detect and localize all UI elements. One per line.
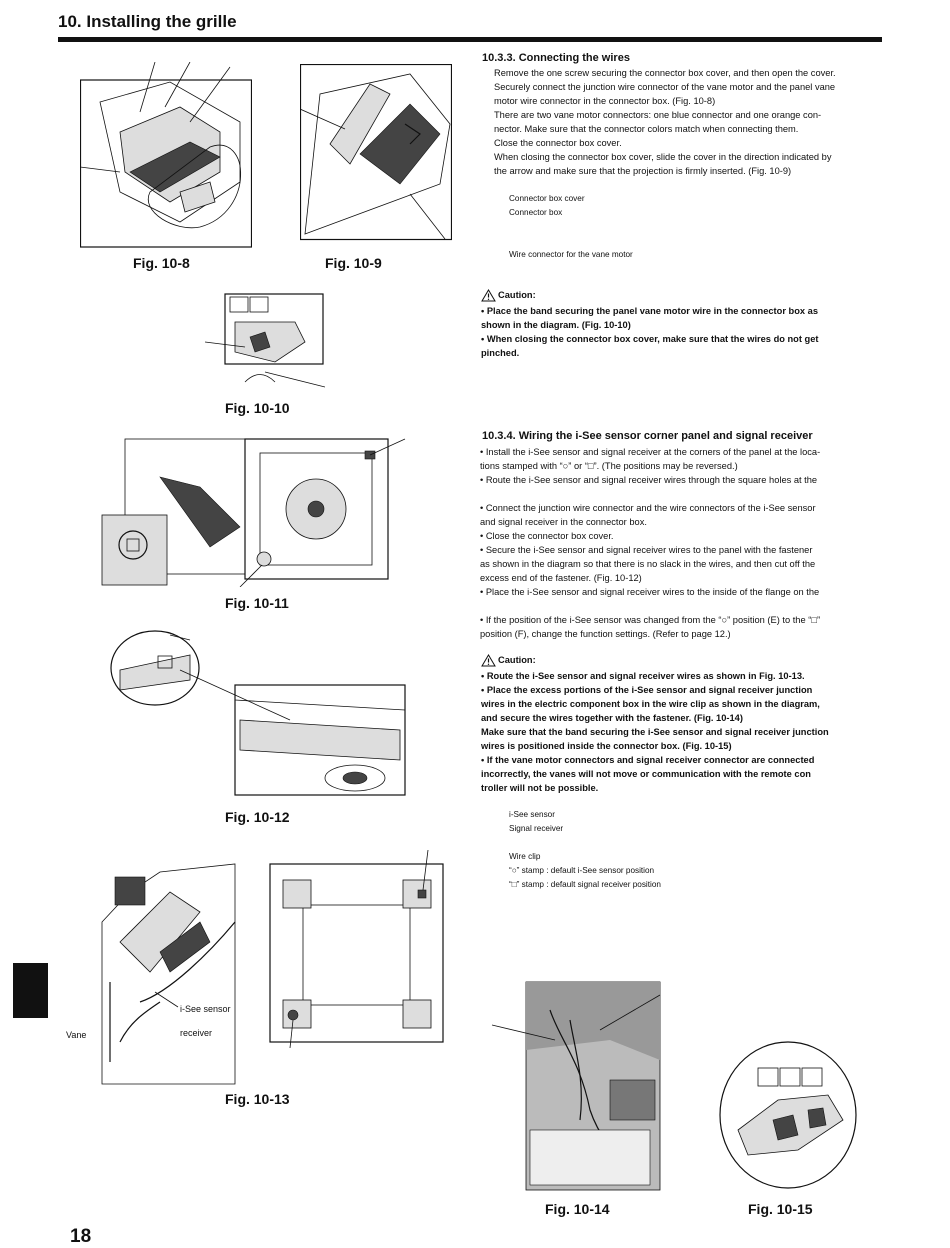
- section-10-3-3-title: 10.3.3. Connecting the wires: [482, 52, 630, 64]
- legend-wire-connector-vane-motor: Wire connector for the vane motor: [509, 250, 633, 259]
- caution-line: • Place the band securing the panel vane motor wire in the connector box as: [481, 306, 818, 316]
- caution-line: • When closing the connector box cover, make sure that the wires do not get: [481, 334, 819, 344]
- caution-icon: [481, 654, 496, 667]
- figure-10-15-caption: Fig. 10-15: [748, 1201, 813, 1217]
- page-title: 10. Installing the grille: [58, 12, 237, 31]
- caution-line: incorrectly, the vanes will not move or communication with the remote con: [481, 769, 811, 779]
- figure-10-13-caption: Fig. 10-13: [225, 1091, 290, 1107]
- figure-10-13-illustration: [100, 862, 245, 1087]
- body-line: • Connect the junction wire connector and the wire connectors of the i-See sensor: [480, 503, 816, 513]
- figure-10-13-receiver-label: receiver: [180, 1028, 213, 1038]
- caution-line: wires in the electric component box in the wire clip as shown in the diagram,: [481, 699, 820, 709]
- body-line: and signal receiver in the connector box.: [480, 517, 647, 527]
- body-line: nector. Make sure that the connector colors match when connecting them.: [494, 124, 799, 134]
- body-line: Securely connect the junction wire connector of the vane motor and the panel vane: [494, 82, 836, 92]
- body-line: • Secure the i-See sensor and signal receiver wires to the panel with the fastener: [480, 545, 813, 555]
- caution-title: Caution:: [498, 290, 536, 300]
- figure-10-13-vane-label: Vane: [66, 1030, 87, 1040]
- section-10-3-3-caution: [481, 304, 819, 360]
- figure-10-12-caption: Fig. 10-12: [225, 809, 290, 825]
- body-line: tions stamped with “○” or “□”. (The positions may be reversed.): [480, 461, 738, 471]
- section-10-3-4-title: 10.3.4. Wiring the i-See sensor corner panel and signal receiver: [482, 430, 813, 442]
- body-line: [480, 599, 820, 613]
- legend-circle-stamp: “○” stamp : default i-See sensor position: [509, 866, 655, 875]
- figure-10-11-caption: Fig. 10-11: [225, 595, 289, 611]
- caution-line: wires is positioned inside the connector box. (Fig. 10-15): [481, 741, 732, 751]
- caution-line: • If the vane motor connectors and signal receiver connector are connected: [481, 755, 815, 765]
- body-line: position (F), change the function settings. (Refer to page 12.): [480, 629, 731, 639]
- legend-connector-box: Connector box: [509, 208, 563, 217]
- body-line: • Close the connector box cover.: [480, 531, 614, 541]
- body-line: the arrow and make sure that the projection is firmly inserted. (Fig. 10-9): [494, 166, 792, 176]
- legend-wire-clip: Wire clip: [509, 852, 541, 861]
- legend-signal-receiver: Signal receiver: [509, 824, 564, 833]
- section-10-3-3-body: [494, 66, 836, 178]
- figure-10-14-illustration: [490, 980, 665, 1192]
- figure-10-14-caption: Fig. 10-14: [545, 1201, 610, 1217]
- figure-10-8-illustration: [80, 62, 252, 248]
- figure-10-15-illustration: [718, 1040, 858, 1190]
- caution-title: Caution:: [498, 655, 536, 665]
- caution-line: pinched.: [481, 348, 520, 358]
- legend-spacer: [509, 836, 661, 850]
- caution-line: • Place the excess portions of the i-See sensor and signal receiver junction: [481, 685, 813, 695]
- figure-10-12-illustration: [110, 630, 410, 802]
- section-10-3-4-body: [480, 445, 820, 641]
- body-line: • Install the i-See sensor and signal receiver at the corners of the panel at the loca-: [480, 447, 821, 457]
- caution-line: Make sure that the band securing the i-See sensor and signal receiver junction: [481, 727, 829, 737]
- caution-line: and secure the wires together with the fastener. (Fig. 10-14): [481, 713, 743, 723]
- body-line: Close the connector box cover.: [494, 138, 622, 148]
- body-line: When closing the connector box cover, slide the cover in the direction indicated by: [494, 152, 832, 162]
- figure-10-13-panel-illustration: [268, 850, 448, 1050]
- legend-square-stamp: “□” stamp : default signal receiver position: [509, 880, 661, 889]
- figure-10-13-isee-label: i-See sensor: [180, 1004, 231, 1014]
- body-line: • If the position of the i-See sensor was changed from the “○” position (E) to the “□”: [480, 615, 821, 625]
- body-line: • Route the i-See sensor and signal receiver wires through the square holes at the: [480, 475, 818, 485]
- body-line: [480, 487, 820, 501]
- figure-10-9-illustration: [300, 64, 452, 250]
- figure-10-8-caption: Fig. 10-8: [133, 255, 190, 271]
- section-10-3-4-caution: [481, 669, 829, 795]
- chapter-tab: [13, 963, 48, 1018]
- body-line: There are two vane motor connectors: one blue connector and one orange con-: [494, 110, 822, 120]
- body-line: as shown in the diagram so that there is no slack in the wires, and then cut off the: [480, 559, 816, 569]
- body-line: excess end of the fastener. (Fig. 10-12): [480, 573, 642, 583]
- header-rule: [58, 37, 882, 42]
- body-line: Remove the one screw securing the connector box cover, and then open the cover.: [494, 68, 836, 78]
- figure-10-10-caption: Fig. 10-10: [225, 400, 290, 416]
- body-line: • Place the i-See sensor and signal receiver wires to the inside of the flange on the: [480, 587, 820, 597]
- legend-connector-box-cover: Connector box cover: [509, 194, 585, 203]
- section-10-3-4-legend: [509, 808, 661, 892]
- caution-line: troller will not be possible.: [481, 783, 599, 793]
- figure-10-11-illustration: [100, 437, 410, 587]
- figure-10-9-caption: Fig. 10-9: [325, 255, 382, 271]
- legend-isee-sensor: i-See sensor: [509, 810, 555, 819]
- body-line: motor wire connector in the connector box. (Fig. 10-8): [494, 96, 716, 106]
- caution-icon: [481, 289, 496, 302]
- figure-10-10-illustration: [205, 292, 325, 392]
- page-number: 18: [70, 1226, 92, 1247]
- caution-line: • Route the i-See sensor and signal receiver wires as shown in Fig. 10-13.: [481, 671, 805, 681]
- caution-line: shown in the diagram. (Fig. 10-10): [481, 320, 631, 330]
